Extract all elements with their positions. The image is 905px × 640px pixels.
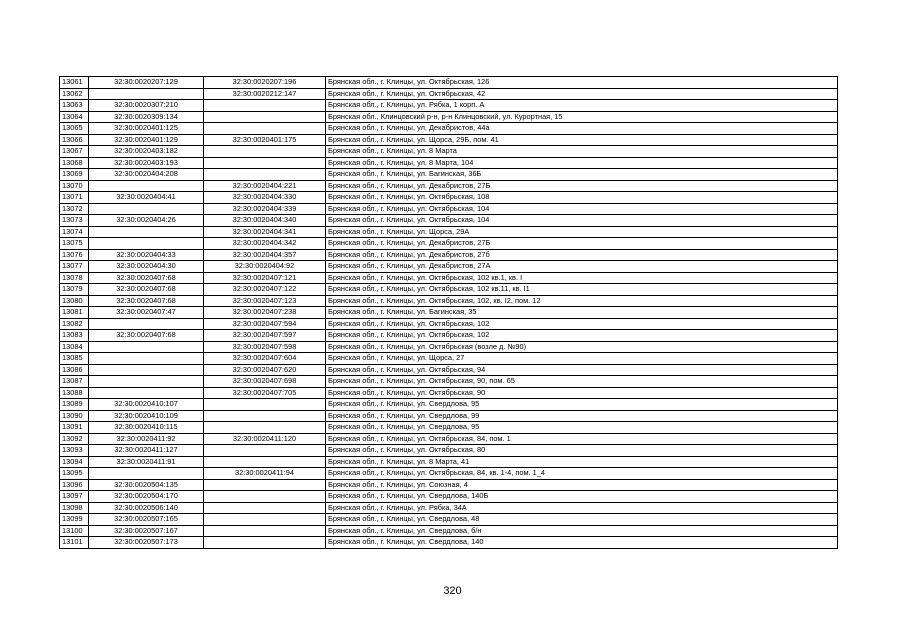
cadastral-number-cell bbox=[89, 387, 204, 399]
row-number-cell: 13073 bbox=[60, 215, 89, 227]
table-row bbox=[60, 272, 838, 284]
address-cell: Брянская обл., г. Клинцы, ул. Октябрьская, 90 bbox=[326, 387, 838, 399]
row-number-cell: 13098 bbox=[60, 502, 89, 514]
table-row bbox=[60, 410, 838, 422]
cadastral-number-cell: 32:30:0020411:92 bbox=[89, 433, 204, 445]
building-cadastral-number-cell: 32:30:0020404:221 bbox=[204, 180, 326, 192]
address-cell: Брянская обл., г. Клинцы, ул. 8 Марта, 41 bbox=[326, 456, 838, 468]
address-cell: Брянская обл., г. Клинцы, ул. Декабристов, 27Б bbox=[326, 238, 838, 250]
address-cell: Брянская обл., Клинцовский р-н, р-н Клинцовский, ул. Курортная, 15 bbox=[326, 111, 838, 123]
table-row bbox=[60, 479, 838, 491]
table-row bbox=[60, 123, 838, 135]
row-number-cell: 13100 bbox=[60, 525, 89, 537]
row-number-cell: 13085 bbox=[60, 353, 89, 365]
cadastral-number-cell: 32:30:0020507:173 bbox=[89, 537, 204, 549]
table-row bbox=[60, 514, 838, 526]
cadastral-number-cell: 32:30:0020507:167 bbox=[89, 525, 204, 537]
building-cadastral-number-cell: 32:30:0020407:598 bbox=[204, 341, 326, 353]
row-number-cell: 13081 bbox=[60, 307, 89, 319]
table-row bbox=[60, 502, 838, 514]
table-row bbox=[60, 169, 838, 181]
table-row bbox=[60, 387, 838, 399]
table-row bbox=[60, 433, 838, 445]
row-number-cell: 13070 bbox=[60, 180, 89, 192]
cadastral-number-cell: 32:30:0020507:165 bbox=[89, 514, 204, 526]
row-number-cell: 13083 bbox=[60, 330, 89, 342]
building-cadastral-number-cell: 32:30:0020407:604 bbox=[204, 353, 326, 365]
row-number-cell: 13101 bbox=[60, 537, 89, 549]
cadastral-number-cell: 32:30:0020207:129 bbox=[89, 77, 204, 89]
table-row bbox=[60, 100, 838, 112]
row-number-cell: 13084 bbox=[60, 341, 89, 353]
row-number-cell: 13090 bbox=[60, 410, 89, 422]
row-number-cell: 13096 bbox=[60, 479, 89, 491]
address-cell: Брянская обл., г. Клинцы, ул. Октябрьская (возле д. №90) bbox=[326, 341, 838, 353]
cadastral-table bbox=[59, 76, 838, 549]
address-cell: Брянская обл., г. Клинцы, ул. Октябрьская, 126 bbox=[326, 77, 838, 89]
table-row bbox=[60, 307, 838, 319]
cadastral-number-cell: 32:30:0020410:107 bbox=[89, 399, 204, 411]
table-row bbox=[60, 525, 838, 537]
row-number-cell: 13061 bbox=[60, 77, 89, 89]
cadastral-number-cell bbox=[89, 364, 204, 376]
building-cadastral-number-cell: 32:30:0020404:341 bbox=[204, 226, 326, 238]
cadastral-number-cell: 32:30:0020404:208 bbox=[89, 169, 204, 181]
building-cadastral-number-cell: 32:30:0020407:121 bbox=[204, 272, 326, 284]
cadastral-number-cell: 32:30:0020410:115 bbox=[89, 422, 204, 434]
cadastral-number-cell bbox=[89, 341, 204, 353]
table-row bbox=[60, 77, 838, 89]
table-row bbox=[60, 284, 838, 296]
building-cadastral-number-cell bbox=[204, 502, 326, 514]
address-cell: Брянская обл., г. Клинцы, ул. Октябрьская, 90, пом. 65 bbox=[326, 376, 838, 388]
address-cell: Брянская обл., г. Клинцы, ул. Октябрьская, 84, кв. 1-4, пом. 1_4 bbox=[326, 468, 838, 480]
building-cadastral-number-cell bbox=[204, 479, 326, 491]
cadastral-number-cell: 32:30:0020407:47 bbox=[89, 307, 204, 319]
cadastral-number-cell: 32:30:0020407:68 bbox=[89, 272, 204, 284]
table-body bbox=[60, 77, 838, 549]
address-cell: Брянская обл., г. Клинцы, ул. Свердлова, 99 bbox=[326, 410, 838, 422]
building-cadastral-number-cell bbox=[204, 422, 326, 434]
cadastral-number-cell bbox=[89, 318, 204, 330]
table-row bbox=[60, 468, 838, 480]
row-number-cell: 13072 bbox=[60, 203, 89, 215]
address-cell: Брянская обл., г. Клинцы, ул. Октябрьская, 102, кв. I2, пом. 12 bbox=[326, 295, 838, 307]
row-number-cell: 13093 bbox=[60, 445, 89, 457]
table-row bbox=[60, 341, 838, 353]
table-row bbox=[60, 445, 838, 457]
table-row bbox=[60, 238, 838, 250]
address-cell: Брянская обл., г. Клинцы, ул. Октябрьская, 102 кв.1, кв. I bbox=[326, 272, 838, 284]
row-number-cell: 13066 bbox=[60, 134, 89, 146]
address-cell: Брянская обл., г. Клинцы, ул. Свердлова, 95 bbox=[326, 422, 838, 434]
table-row bbox=[60, 146, 838, 158]
table-row bbox=[60, 330, 838, 342]
row-number-cell: 13069 bbox=[60, 169, 89, 181]
table-row bbox=[60, 157, 838, 169]
table-row bbox=[60, 134, 838, 146]
table-row bbox=[60, 111, 838, 123]
address-cell: Брянская обл., г. Клинцы, ул. Свердлова, 48 bbox=[326, 514, 838, 526]
cadastral-number-cell: 32:30:0020403:193 bbox=[89, 157, 204, 169]
building-cadastral-number-cell: 32:30:0020401:175 bbox=[204, 134, 326, 146]
row-number-cell: 13095 bbox=[60, 468, 89, 480]
building-cadastral-number-cell: 32:30:0020404:357 bbox=[204, 249, 326, 261]
building-cadastral-number-cell: 32:30:0020407:597 bbox=[204, 330, 326, 342]
building-cadastral-number-cell bbox=[204, 100, 326, 112]
row-number-cell: 13091 bbox=[60, 422, 89, 434]
address-cell: Брянская обл., г. Клинцы, ул. Щорса, 29Б, пом. 41 bbox=[326, 134, 838, 146]
building-cadastral-number-cell bbox=[204, 399, 326, 411]
row-number-cell: 13065 bbox=[60, 123, 89, 135]
row-number-cell: 13097 bbox=[60, 491, 89, 503]
row-number-cell: 13078 bbox=[60, 272, 89, 284]
building-cadastral-number-cell: 32:30:0020404:342 bbox=[204, 238, 326, 250]
row-number-cell: 13071 bbox=[60, 192, 89, 204]
building-cadastral-number-cell: 32:30:0020411:94 bbox=[204, 468, 326, 480]
table-row bbox=[60, 215, 838, 227]
cadastral-number-cell: 32:30:0020504:170 bbox=[89, 491, 204, 503]
address-cell: Брянская обл., г. Клинцы, ул. Щорса, 27 bbox=[326, 353, 838, 365]
address-cell: Брянская обл., г. Клинцы, ул. Декабристов, 27Б bbox=[326, 180, 838, 192]
cadastral-number-cell: 32:30:0020410:109 bbox=[89, 410, 204, 422]
row-number-cell: 13092 bbox=[60, 433, 89, 445]
address-cell: Брянская обл., г. Клинцы, ул. Октябрьская, 84, пом. 1 bbox=[326, 433, 838, 445]
row-number-cell: 13088 bbox=[60, 387, 89, 399]
row-number-cell: 13089 bbox=[60, 399, 89, 411]
row-number-cell: 13068 bbox=[60, 157, 89, 169]
address-cell: Брянская обл., г. Клинцы, ул. Щорса, 29А bbox=[326, 226, 838, 238]
table-row bbox=[60, 295, 838, 307]
cadastral-number-cell: 32:30:0020407:68 bbox=[89, 330, 204, 342]
address-cell: Брянская обл., г. Клинцы, ул. Свердлова, 95 bbox=[326, 399, 838, 411]
building-cadastral-number-cell bbox=[204, 456, 326, 468]
cadastral-number-cell: 32:30:0020404:41 bbox=[89, 192, 204, 204]
building-cadastral-number-cell bbox=[204, 157, 326, 169]
building-cadastral-number-cell: 32:30:0020407:123 bbox=[204, 295, 326, 307]
cadastral-number-cell bbox=[89, 88, 204, 100]
address-cell: Брянская обл., г. Клинцы, ул. Багинская, 35 bbox=[326, 307, 838, 319]
address-cell: Брянская обл., г. Клинцы, ул. Союзная, 4 bbox=[326, 479, 838, 491]
address-cell: Брянская обл., г. Клинцы, ул. 8 Марта, 104 bbox=[326, 157, 838, 169]
building-cadastral-number-cell bbox=[204, 123, 326, 135]
address-cell: Брянская обл., г. Клинцы, ул. Октябрьская, 42 bbox=[326, 88, 838, 100]
cadastral-number-cell: 32:30:0020506:140 bbox=[89, 502, 204, 514]
building-cadastral-number-cell: 32:30:0020407:238 bbox=[204, 307, 326, 319]
building-cadastral-number-cell: 32:30:0020404:340 bbox=[204, 215, 326, 227]
building-cadastral-number-cell: 32:30:0020407:698 bbox=[204, 376, 326, 388]
table-row bbox=[60, 192, 838, 204]
address-cell: Брянская обл., г. Клинцы, ул. Декабристов, 44а bbox=[326, 123, 838, 135]
table-row bbox=[60, 491, 838, 503]
address-cell: Брянская обл., г. Клинцы, ул. Октябрьская, 102 кв.11, кв. I1 bbox=[326, 284, 838, 296]
building-cadastral-number-cell bbox=[204, 169, 326, 181]
cadastral-number-cell: 32:30:0020504:135 bbox=[89, 479, 204, 491]
row-number-cell: 13082 bbox=[60, 318, 89, 330]
address-cell: Брянская обл., г. Клинцы, ул. Октябрьская, 102 bbox=[326, 318, 838, 330]
table-row bbox=[60, 226, 838, 238]
address-cell: Брянская обл., г. Клинцы, ул. Свердлова, б/н bbox=[326, 525, 838, 537]
table-row bbox=[60, 364, 838, 376]
building-cadastral-number-cell: 32:30:0020404:339 bbox=[204, 203, 326, 215]
table-row bbox=[60, 456, 838, 468]
cadastral-number-cell: 32:30:0020411:91 bbox=[89, 456, 204, 468]
building-cadastral-number-cell: 32:30:0020411:120 bbox=[204, 433, 326, 445]
address-cell: Брянская обл., г. Клинцы, ул. Октябрьская, 80 bbox=[326, 445, 838, 457]
row-number-cell: 13064 bbox=[60, 111, 89, 123]
address-cell: Брянская обл., г. Клинцы, ул. Рябка, 34А bbox=[326, 502, 838, 514]
cadastral-number-cell: 32:30:0020411:127 bbox=[89, 445, 204, 457]
building-cadastral-number-cell: 32:30:0020404:330 bbox=[204, 192, 326, 204]
table-row bbox=[60, 203, 838, 215]
building-cadastral-number-cell: 32:30:0020212:147 bbox=[204, 88, 326, 100]
cadastral-number-cell bbox=[89, 468, 204, 480]
table-row bbox=[60, 318, 838, 330]
address-cell: Брянская обл., г. Клинцы, ул. Багинская, 36Б bbox=[326, 169, 838, 181]
address-cell: Брянская обл., г. Клинцы, ул. Свердлова, 140 bbox=[326, 537, 838, 549]
row-number-cell: 13077 bbox=[60, 261, 89, 273]
address-cell: Брянская обл., г. Клинцы, ул. Октябрьская, 108 bbox=[326, 192, 838, 204]
table-row bbox=[60, 537, 838, 549]
building-cadastral-number-cell bbox=[204, 410, 326, 422]
cadastral-number-cell: 32:30:0020401:125 bbox=[89, 123, 204, 135]
building-cadastral-number-cell bbox=[204, 514, 326, 526]
building-cadastral-number-cell: 32:30:0020407:122 bbox=[204, 284, 326, 296]
address-cell: Брянская обл., г. Клинцы, ул. Октябрьская, 104 bbox=[326, 203, 838, 215]
building-cadastral-number-cell bbox=[204, 491, 326, 503]
cadastral-number-cell bbox=[89, 226, 204, 238]
table-row bbox=[60, 180, 838, 192]
table-row bbox=[60, 399, 838, 411]
building-cadastral-number-cell bbox=[204, 111, 326, 123]
cadastral-number-cell: 32:30:0020307:210 bbox=[89, 100, 204, 112]
page-number: 320 bbox=[443, 585, 462, 597]
row-number-cell: 13080 bbox=[60, 295, 89, 307]
row-number-cell: 13076 bbox=[60, 249, 89, 261]
cadastral-number-cell bbox=[89, 353, 204, 365]
address-cell: Брянская обл., г. Клинцы, ул. Октябрьская, 102 bbox=[326, 330, 838, 342]
cadastral-number-cell bbox=[89, 180, 204, 192]
building-cadastral-number-cell: 32:30:0020404:92 bbox=[204, 261, 326, 273]
row-number-cell: 13079 bbox=[60, 284, 89, 296]
table-row bbox=[60, 261, 838, 273]
row-number-cell: 13087 bbox=[60, 376, 89, 388]
address-cell: Брянская обл., г. Клинцы, ул. 8 Марта bbox=[326, 146, 838, 158]
cadastral-number-cell: 32:30:0020407:68 bbox=[89, 295, 204, 307]
cadastral-number-cell: 32:30:0020407:68 bbox=[89, 284, 204, 296]
table-row bbox=[60, 249, 838, 261]
table-row bbox=[60, 353, 838, 365]
address-cell: Брянская обл., г. Клинцы, ул. Свердлова, 140Б bbox=[326, 491, 838, 503]
building-cadastral-number-cell bbox=[204, 445, 326, 457]
cadastral-number-cell: 32:30:0020403:182 bbox=[89, 146, 204, 158]
row-number-cell: 13063 bbox=[60, 100, 89, 112]
address-cell: Брянская обл., г. Клинцы, ул. Декабристов, 27А bbox=[326, 261, 838, 273]
row-number-cell: 13094 bbox=[60, 456, 89, 468]
address-cell: Брянская обл., г. Клинцы, ул. Декабристов, 27б bbox=[326, 249, 838, 261]
table-row bbox=[60, 422, 838, 434]
cadastral-number-cell bbox=[89, 376, 204, 388]
address-cell: Брянская обл., г. Клинцы, ул. Рябка, 1 корп. А bbox=[326, 100, 838, 112]
row-number-cell: 13067 bbox=[60, 146, 89, 158]
building-cadastral-number-cell: 32:30:0020407:620 bbox=[204, 364, 326, 376]
row-number-cell: 13075 bbox=[60, 238, 89, 250]
building-cadastral-number-cell: 32:30:0020207:196 bbox=[204, 77, 326, 89]
building-cadastral-number-cell: 32:30:0020407:705 bbox=[204, 387, 326, 399]
table-row bbox=[60, 88, 838, 100]
cadastral-number-cell: 32:30:0020309:134 bbox=[89, 111, 204, 123]
building-cadastral-number-cell: 32:30:0020407:594 bbox=[204, 318, 326, 330]
address-cell: Брянская обл., г. Клинцы, ул. Октябрьская, 104 bbox=[326, 215, 838, 227]
cadastral-number-cell: 32:30:0020401:129 bbox=[89, 134, 204, 146]
cadastral-number-cell bbox=[89, 203, 204, 215]
cadastral-number-cell: 32:30:0020404:30 bbox=[89, 261, 204, 273]
table-row bbox=[60, 376, 838, 388]
cadastral-number-cell bbox=[89, 238, 204, 250]
cadastral-number-cell: 32:30:0020404:33 bbox=[89, 249, 204, 261]
address-cell: Брянская обл., г. Клинцы, ул. Октябрьская, 94 bbox=[326, 364, 838, 376]
row-number-cell: 13099 bbox=[60, 514, 89, 526]
row-number-cell: 13086 bbox=[60, 364, 89, 376]
building-cadastral-number-cell bbox=[204, 537, 326, 549]
row-number-cell: 13062 bbox=[60, 88, 89, 100]
building-cadastral-number-cell bbox=[204, 525, 326, 537]
building-cadastral-number-cell bbox=[204, 146, 326, 158]
row-number-cell: 13074 bbox=[60, 226, 89, 238]
cadastral-number-cell: 32:30:0020404:26 bbox=[89, 215, 204, 227]
